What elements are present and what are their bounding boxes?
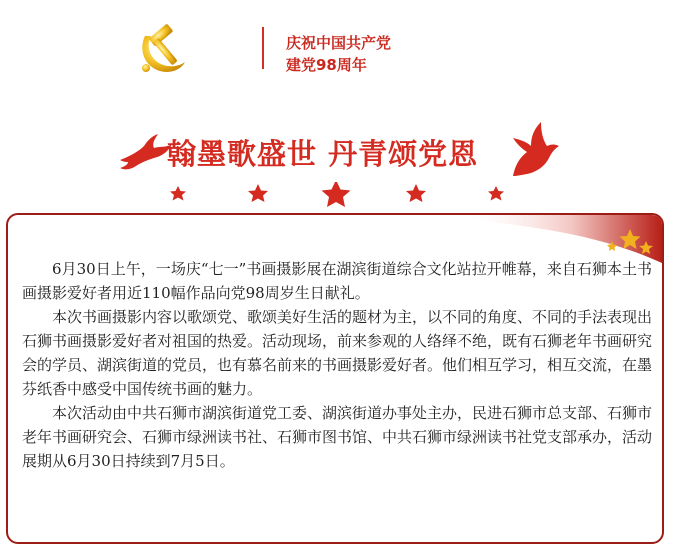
stars-row (0, 182, 674, 212)
star-icon (248, 184, 268, 202)
star-icon (170, 186, 186, 201)
article-paragraph: 本次书画摄影内容以歌颂党、歌颂美好生活的题材为主，以不同的角度、不同的手法表现出石狮书画摄影爱好者对祖国的热爱。活动现场，前来参观的人络绎不绝，既有石狮老年书画研究会的学员、湖滨街道的党员，也有慕名前来的书画摄影爱好者。他们相互学习，相互交流，在墨芬纸香中感受中国传统书画的魅力。 (22, 308, 653, 398)
article-paragraph: 本次活动由中共石狮市湖滨街道党工委、湖滨街道办事处主办，民进石狮市总支部、石狮市老年书画研究会、石狮市绿洲读书社、石狮市图书馆、中共石狮市绿洲读书社党支部承办，活动展期从6月30日持续到7月5日。 (22, 404, 653, 470)
star-icon (322, 182, 351, 207)
party-emblem-icon (135, 22, 189, 76)
star-icon (406, 184, 426, 202)
star-icon (488, 186, 504, 201)
header-divider (262, 27, 264, 69)
header (0, 0, 674, 100)
article-paragraph: 6月30日上午，一场庆“七一”书画摄影展在湖滨街道综合文化站拉开帷幕，来自石狮本土书画摄影爱好者用近110幅作品向党98周岁生日献礼。 (22, 260, 652, 302)
article-box (6, 213, 664, 544)
header-title-line2: 建党98周年 (286, 56, 367, 74)
dove-right-icon (505, 118, 561, 178)
article-body (22, 257, 652, 473)
header-title-line1: 庆祝中国共产党 (286, 34, 392, 52)
banner-title: 翰墨歌盛世 丹青颂党恩 (167, 137, 479, 171)
dove-left-icon (118, 130, 174, 174)
header-title (286, 32, 391, 76)
